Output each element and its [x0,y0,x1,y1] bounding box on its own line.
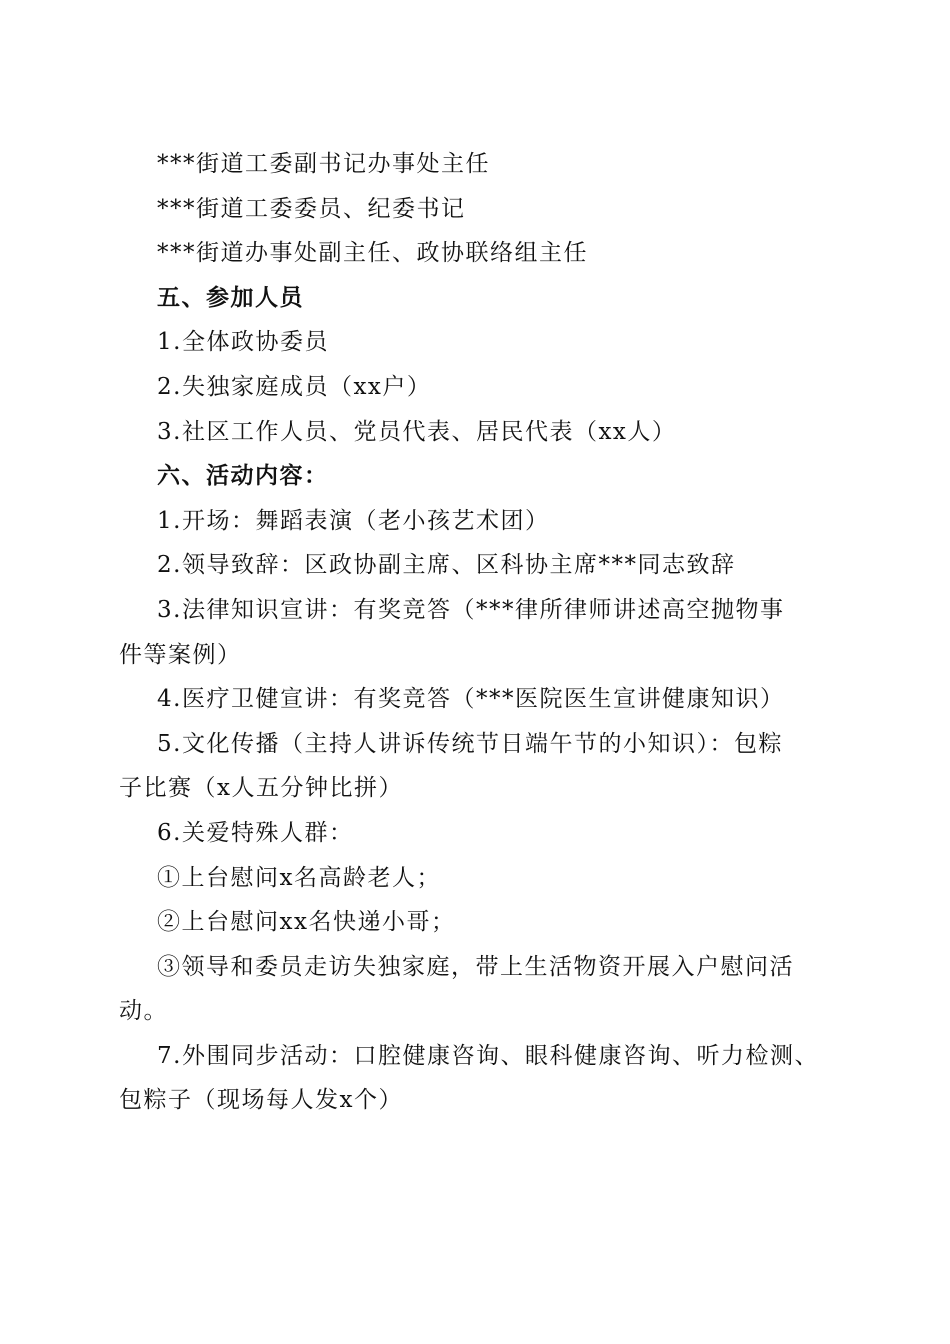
official-line: ***街道办事处副主任、政协联络组主任 [157,240,588,267]
activity-line: 6.关爱特殊人群： [157,819,354,846]
activity-subitem: ②上台慰问xx名快递小哥； [157,909,456,936]
activity-line: 5.文化传播（主持人讲诉传统节日端午节的小知识）：包粽 [157,730,783,757]
document-body [119,142,849,1123]
activity-line-continuation: 动。 [119,998,168,1025]
section-heading-participants: 五、参加人员 [157,283,304,311]
activity-subitem: ①上台慰问x名高龄老人； [157,864,441,891]
activity-line: 1.开场：舞蹈表演（老小孩艺术团） [157,507,550,534]
participant-item: 3.社区工作人员、党员代表、居民代表（xx人） [157,418,677,445]
activity-line-continuation: 包粽子（现场每人发x个） [119,1087,403,1114]
activity-line: 7.外围同步活动：口腔健康咨询、眼科健康咨询、听力检测、 [157,1042,819,1069]
activity-line-continuation: 件等案例） [119,641,242,668]
section-heading-activities: 六、活动内容： [157,462,329,490]
activity-subitem: ③领导和委员走访失独家庭，带上生活物资开展入户慰问活 [157,953,794,980]
participant-item: 2.失独家庭成员（xx户） [157,373,432,400]
participant-item: 1.全体政协委员 [157,329,329,356]
activity-line: 2.领导致辞：区政协副主席、区科协主席***同志致辞 [157,552,736,579]
activity-line: 4.医疗卫健宣讲：有奖竞答（***医院医生宣讲健康知识） [157,686,785,713]
official-line: ***街道工委委员、纪委书记 [157,195,466,222]
official-line: ***街道工委副书记办事处主任 [157,151,490,177]
activity-line: 3.法律知识宣讲：有奖竞答（***律所律师讲述高空抛物事 [157,596,785,623]
activity-line-continuation: 子比赛（x人五分钟比拼） [119,775,403,802]
